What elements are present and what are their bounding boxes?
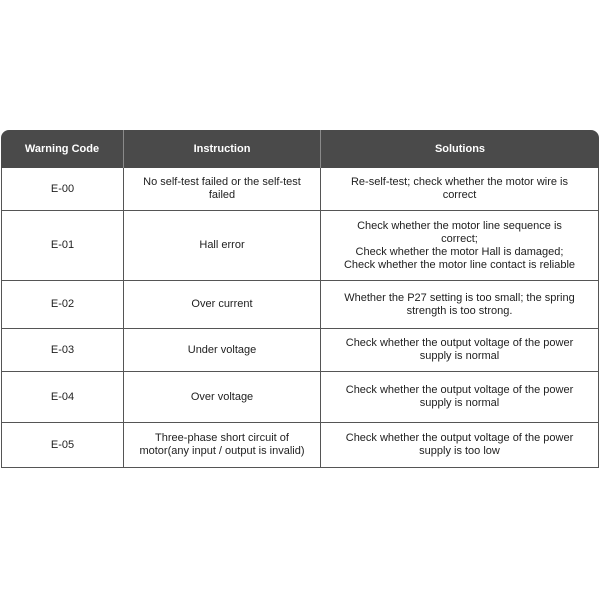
solution-cell (321, 211, 599, 281)
instruction-line: Under voltage (187, 343, 257, 356)
table-row (1, 168, 599, 211)
table-row (1, 372, 599, 423)
instruction-cell (124, 211, 321, 281)
solution-line: Check whether the motor line sequence is (357, 219, 562, 232)
table-body (1, 168, 599, 468)
solution-line: supply is normal (419, 350, 500, 362)
instruction-cell (124, 281, 321, 329)
solution-cell (321, 329, 599, 372)
solution-line: supply is too low (419, 445, 500, 457)
instruction-cell (124, 423, 321, 468)
solution-line: Check whether the output voltage of the power (345, 337, 574, 349)
solution-cell (321, 168, 599, 211)
instruction-line: Three-phase short circuit of (155, 432, 289, 444)
warning-code-cell: E-02 (1, 281, 124, 329)
table-header (1, 130, 599, 168)
table-row (1, 281, 599, 329)
header-solutions: Solutions (321, 130, 599, 168)
warning-code-table (1, 130, 599, 468)
table-row (1, 329, 599, 372)
instruction-line: No self-test failed or the self-test (143, 176, 301, 188)
table-row (1, 423, 599, 468)
instruction-cell (124, 168, 321, 211)
solution-cell (321, 281, 599, 329)
solution-line: Check whether the motor line contact is reliable (343, 258, 576, 271)
warning-code-table-container (1, 130, 599, 468)
instruction-cell (124, 372, 321, 423)
solution-line: Whether the P27 setting is too small; the spring (344, 291, 575, 304)
header-row (1, 130, 599, 168)
instruction-line: Over current (191, 298, 253, 310)
solution-line: Re-self-test; check whether the motor wire is (350, 176, 569, 188)
instruction-line: Over voltage (190, 390, 254, 403)
solution-cell (321, 372, 599, 423)
instruction-line: motor(any input / output is invalid) (139, 445, 305, 457)
instruction-cell (124, 329, 321, 372)
solution-line: correct; (441, 232, 478, 245)
solution-line: Check whether the motor Hall is damaged; (355, 245, 564, 258)
warning-code-cell: E-01 (1, 211, 124, 281)
warning-code-cell: E-00 (1, 168, 124, 211)
header-instruction: Instruction (124, 130, 321, 168)
solution-cell (321, 423, 599, 468)
solution-line: Check whether the output voltage of the power (345, 384, 574, 396)
header-warning-code: Warning Code (1, 130, 124, 168)
solution-line: supply is normal (419, 397, 500, 409)
table-row (1, 211, 599, 281)
instruction-line: Hall error (199, 239, 245, 251)
solution-line: correct (442, 189, 477, 201)
solution-line: Check whether the output voltage of the power (345, 432, 574, 444)
warning-code-cell: E-04 (1, 372, 124, 423)
warning-code-cell: E-05 (1, 423, 124, 468)
instruction-line: failed (208, 189, 236, 201)
warning-code-cell: E-03 (1, 329, 124, 372)
solution-line: strength is too strong. (406, 304, 513, 317)
